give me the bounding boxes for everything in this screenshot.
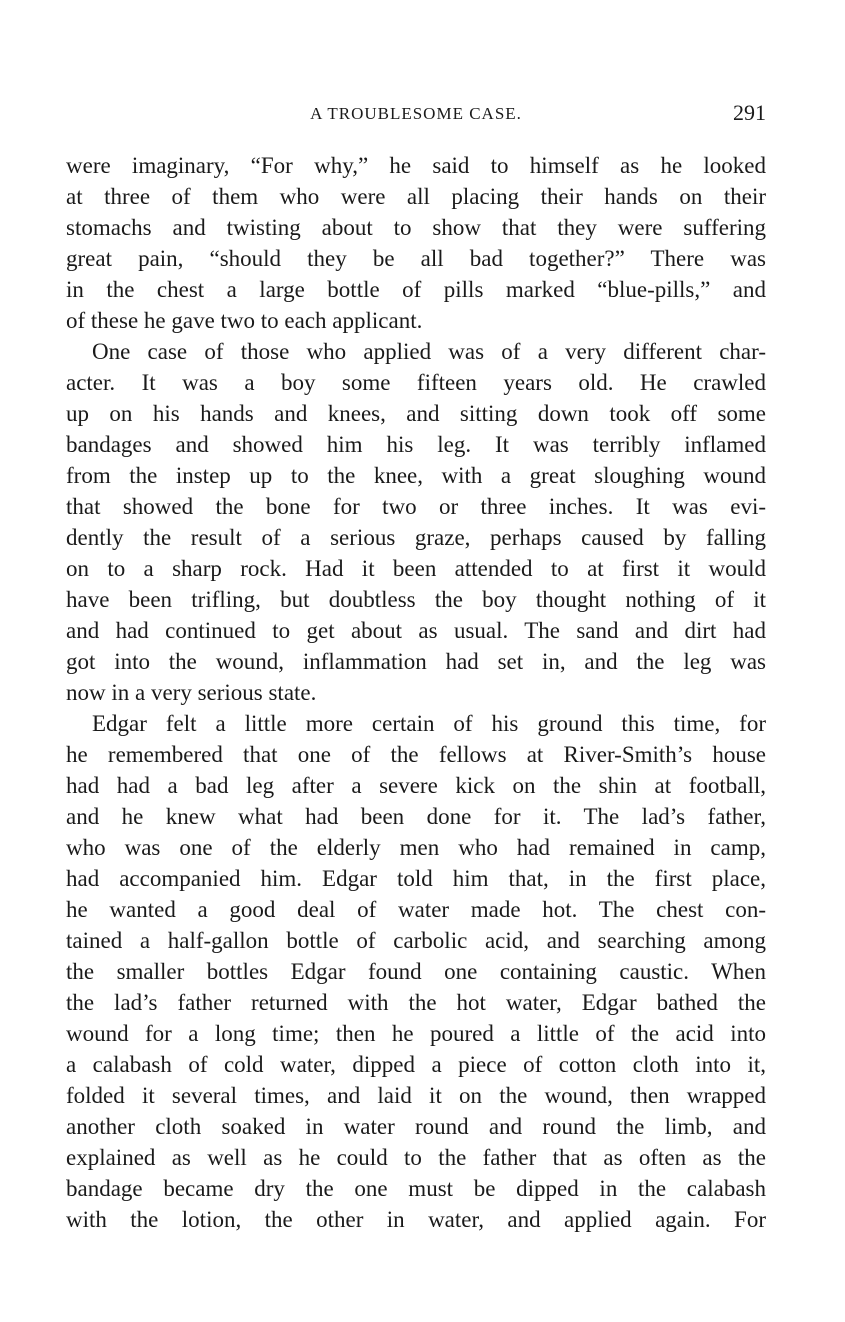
text-line: and had continued to get about as usual. The sand and dirt had: [66, 618, 766, 643]
text-line: stomachs and twisting about to show that they were suffering: [66, 215, 766, 240]
text-line: acter. It was a boy some fifteen years old. He crawled: [66, 370, 766, 395]
page-number: 291: [733, 100, 766, 125]
text-line: explained as well as he could to the father that as often as the: [66, 1145, 766, 1170]
text-line: a calabash of cold water, dipped a piece of cotton cloth into it,: [66, 1052, 766, 1077]
text-line: of these he gave two to each applicant.: [66, 308, 423, 333]
text-line: he remembered that one of the fellows at River-Smith’s house: [66, 742, 766, 767]
text-line: he wanted a good deal of water made hot. The chest con-: [66, 897, 766, 922]
text-line: in the chest a large bottle of pills marked “blue-pills,” and: [66, 277, 766, 302]
text-line: had had a bad leg after a severe kick on the shin at football,: [66, 773, 766, 798]
text-line: wound for a long time; then he poured a little of the acid into: [66, 1021, 766, 1046]
text-line: the lad’s father returned with the hot water, Edgar bathed the: [66, 990, 766, 1015]
text-line: have been trifling, but doubtless the boy thought nothing of it: [66, 587, 766, 612]
text-line: up on his hands and knees, and sitting down took off some: [66, 401, 766, 426]
text-line: great pain, “should they be all bad together?” There was: [66, 246, 766, 271]
body-text: [66, 150, 766, 1235]
text-line: on to a sharp rock. Had it been attended to at first it would: [66, 556, 766, 581]
text-line: got into the wound, inflammation had set in, and the leg was: [66, 649, 766, 674]
running-title: A TROUBLESOME CASE.: [310, 104, 522, 123]
text-line: with the lotion, the other in water, and applied again. For: [66, 1207, 766, 1232]
paragraph-2: [66, 336, 766, 708]
text-line: were imaginary, “For why,” he said to himself as he looked: [66, 153, 766, 178]
text-line: who was one of the elderly men who had remained in camp,: [66, 835, 766, 860]
text-line: and he knew what had been done for it. The lad’s father,: [66, 804, 766, 829]
paragraph-1: [66, 150, 766, 336]
text-line: bandage became dry the one must be dipped in the calabash: [66, 1176, 766, 1201]
text-line: dently the result of a serious graze, perhaps caused by falling: [66, 525, 766, 550]
paragraph-3: [66, 708, 766, 1235]
text-line: another cloth soaked in water round and round the limb, and: [66, 1114, 766, 1139]
text-line: the smaller bottles Edgar found one containing caustic. When: [66, 959, 766, 984]
text-line: bandages and showed him his leg. It was terribly inflamed: [66, 432, 766, 457]
text-line: One case of those who applied was of a very different char-: [92, 339, 766, 364]
text-line: now in a very serious state.: [66, 680, 317, 705]
text-line: at three of them who were all placing their hands on their: [66, 184, 766, 209]
page-header: [66, 100, 766, 132]
text-line: from the instep up to the knee, with a great sloughing wound: [66, 463, 766, 488]
text-line: folded it several times, and laid it on the wound, then wrapped: [66, 1083, 766, 1108]
text-line: tained a half-gallon bottle of carbolic acid, and searching among: [66, 928, 766, 953]
text-line: had accompanied him. Edgar told him that, in the first place,: [66, 866, 766, 891]
text-line: that showed the bone for two or three inches. It was evi-: [66, 494, 766, 519]
text-line: Edgar felt a little more certain of his ground this time, for: [92, 711, 766, 736]
